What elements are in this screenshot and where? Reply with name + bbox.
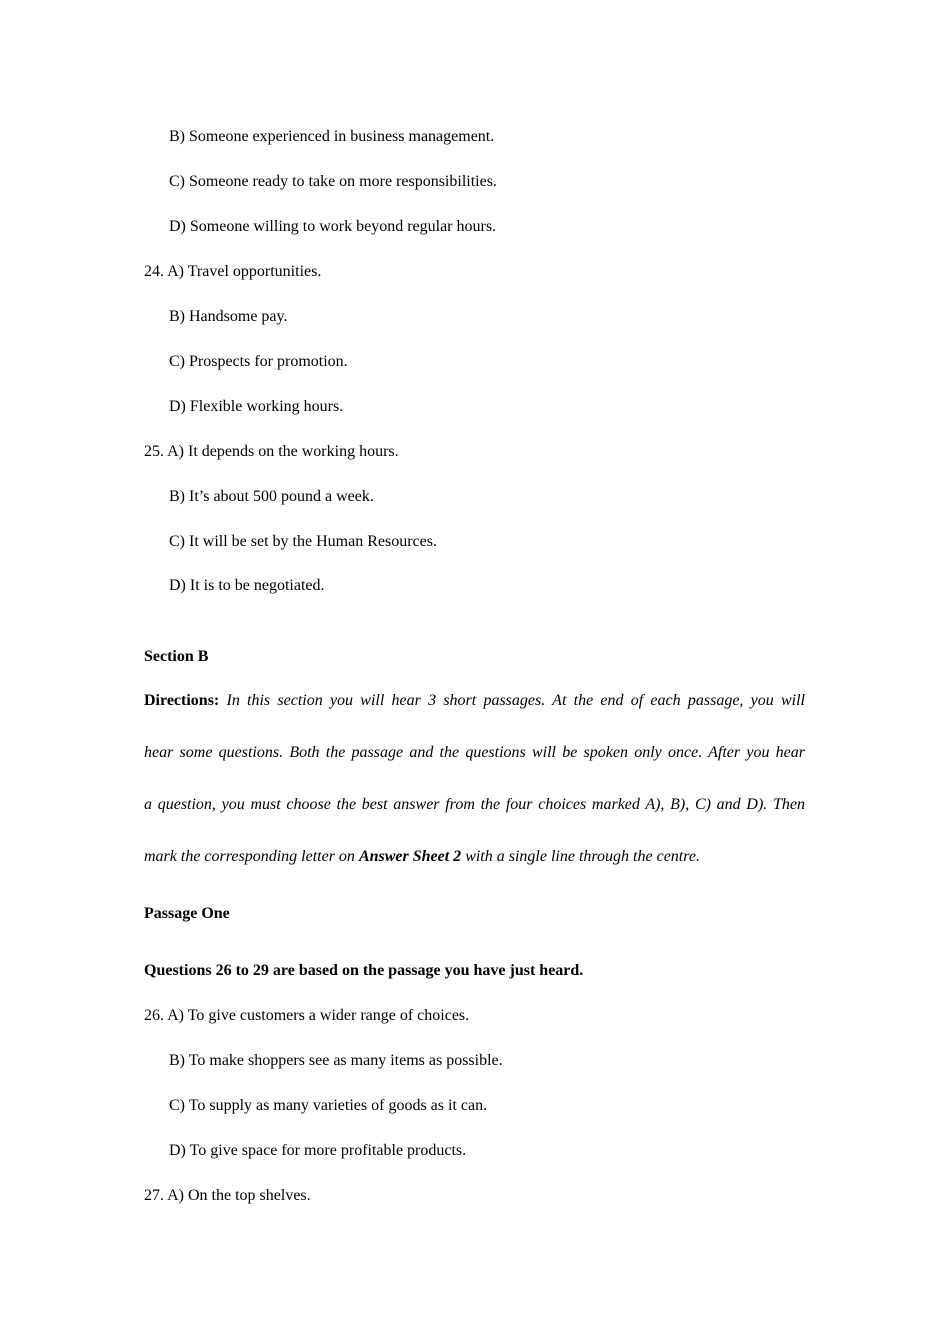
directions-text-4-post: with a single line through the centre. [465, 848, 700, 865]
directions-line-2: hear some questions. Both the passage and the questions will be spoken only once. After you hear [144, 744, 805, 761]
q25-option-a: 25. A) It depends on the working hours. [144, 443, 399, 460]
directions-text-1: In this section you will hear 3 short passages. At the end of each passage, you will [226, 692, 805, 709]
q23-option-d: D) Someone willing to work beyond regular hours. [169, 218, 497, 235]
directions-line-1 [144, 691, 805, 711]
q24-option-d: D) Flexible working hours. [169, 398, 344, 415]
q24-option-c: C) Prospects for promotion. [169, 353, 348, 370]
section-b-heading: Section B [144, 648, 209, 665]
q26-option-d: D) To give space for more profitable products. [169, 1142, 467, 1159]
q26-option-b: B) To make shoppers see as many items as possible. [169, 1052, 503, 1069]
q27-option-a: 27. A) On the top shelves. [144, 1187, 311, 1204]
q24-option-b: B) Handsome pay. [169, 308, 288, 325]
q25-option-c: C) It will be set by the Human Resources. [169, 533, 437, 550]
q23-option-b: B) Someone experienced in business management. [169, 128, 495, 145]
directions-line-3: a question, you must choose the best answer from the four choices marked A), B), C) and D). Then [144, 796, 805, 813]
directions-label: Directions: [144, 692, 220, 709]
q26-option-a: 26. A) To give customers a wider range of choices. [144, 1007, 470, 1024]
q23-option-c: C) Someone ready to take on more responsibilities. [169, 173, 497, 190]
q25-option-b: B) It’s about 500 pound a week. [169, 488, 374, 505]
passage-one-instruction: Questions 26 to 29 are based on the passage you have just heard. [144, 962, 584, 979]
answer-sheet-reference: Answer Sheet 2 [358, 848, 462, 865]
q26-option-c: C) To supply as many varieties of goods as it can. [169, 1097, 488, 1114]
directions-text-4-pre: mark the corresponding letter on [144, 848, 355, 865]
q25-option-d: D) It is to be negotiated. [169, 577, 325, 594]
directions-line-4 [144, 847, 805, 867]
q24-option-a: 24. A) Travel opportunities. [144, 263, 322, 280]
passage-one-heading: Passage One [144, 905, 230, 922]
